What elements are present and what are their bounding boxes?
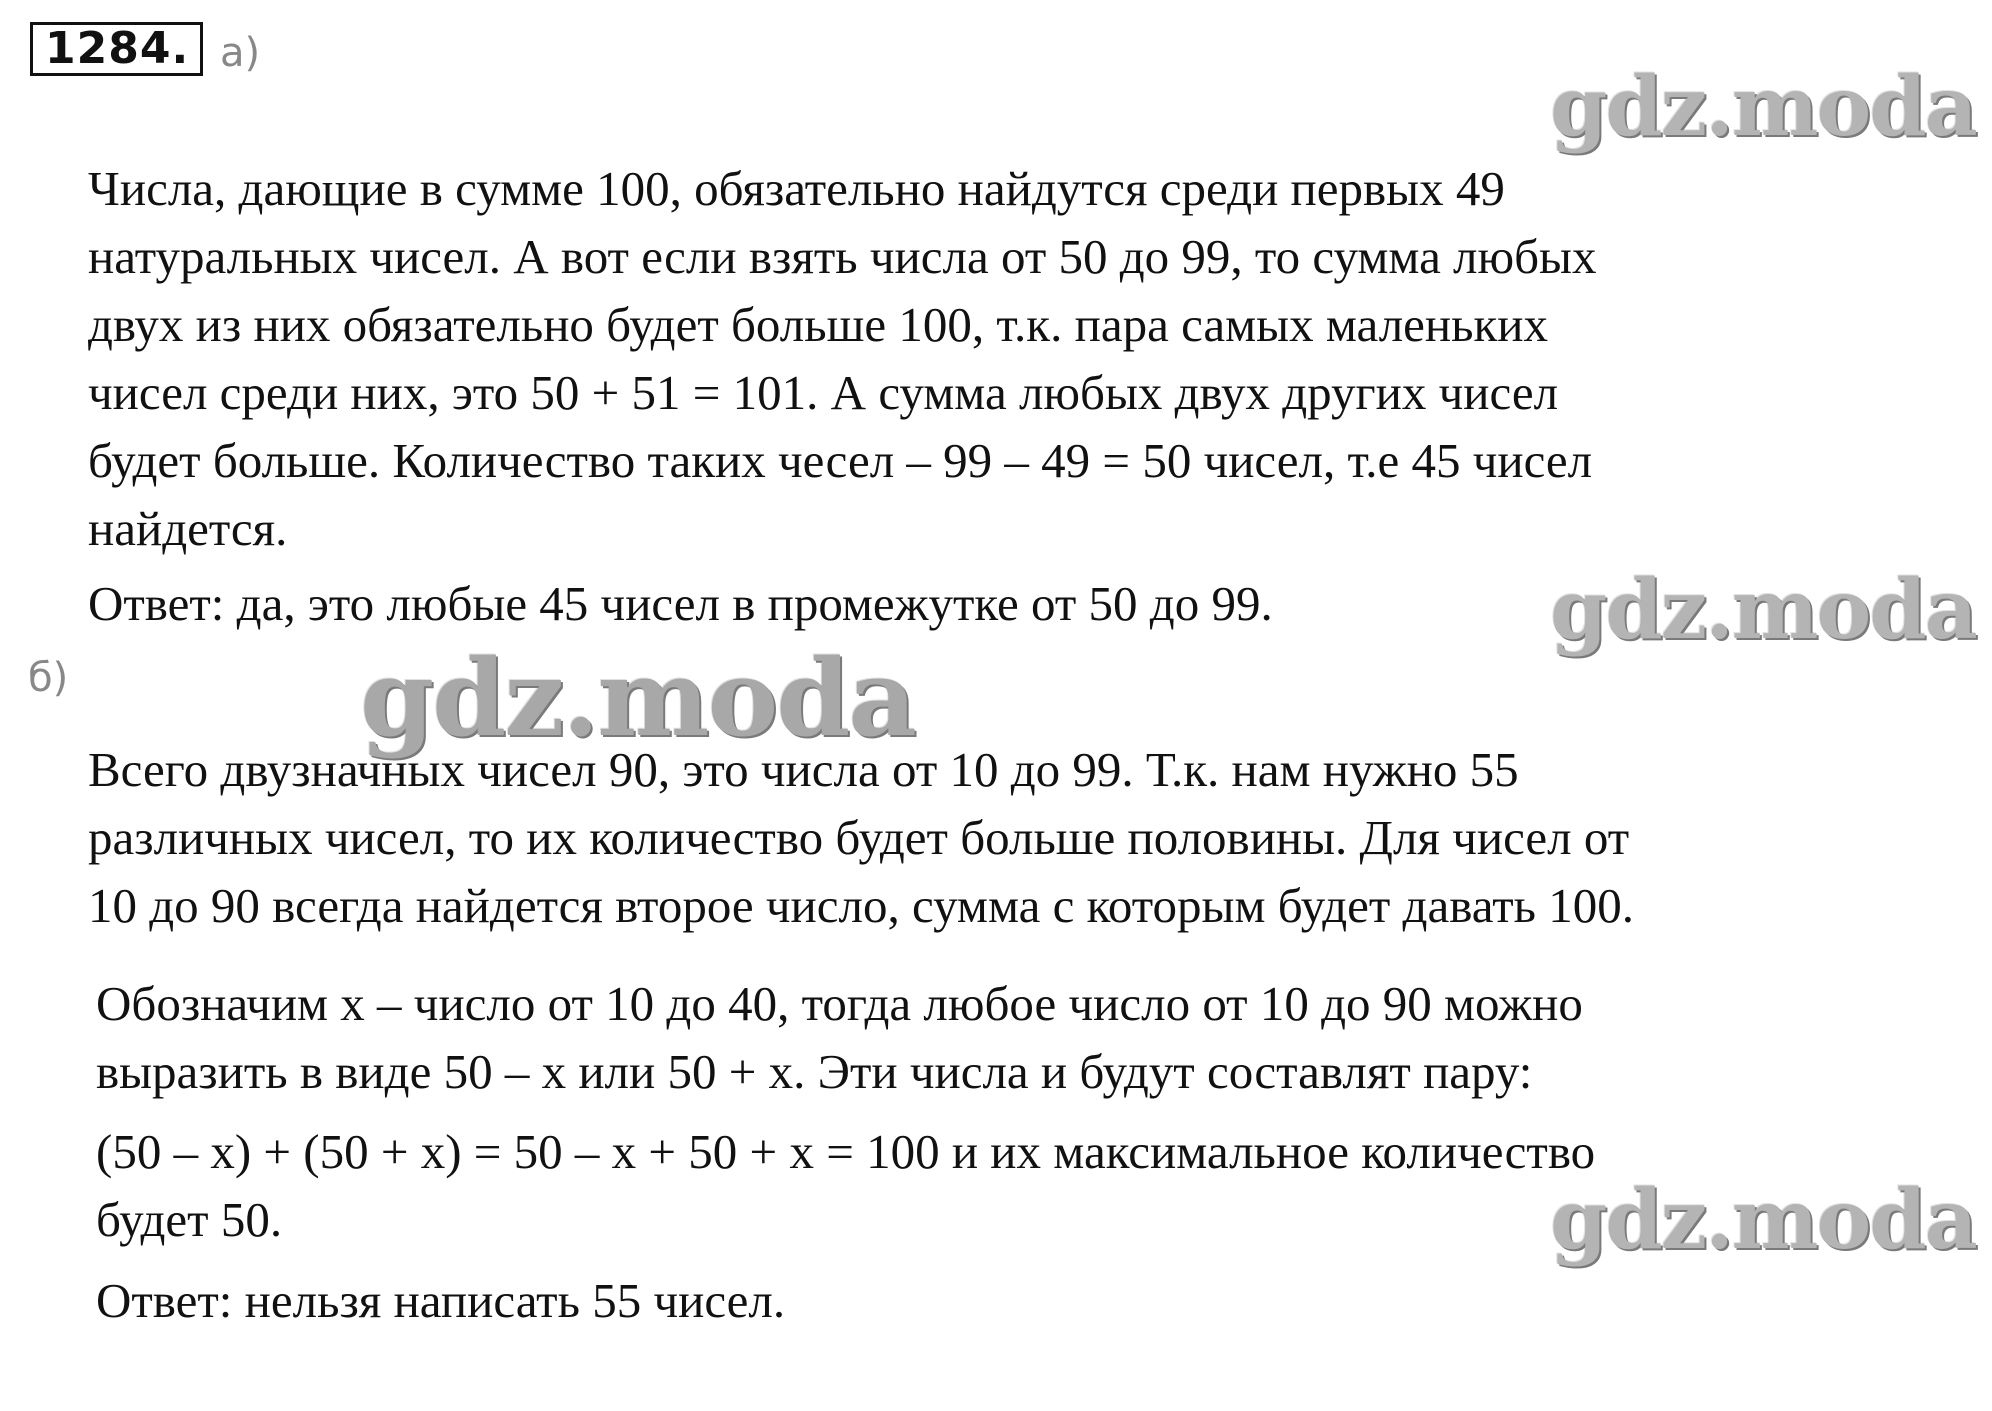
watermark-logo: gdz.moda xyxy=(1550,562,1976,658)
text-line: выразить в виде 50 – x или 50 + x. Эти числа и будут составлят пару: xyxy=(96,1044,1533,1099)
watermark-logo: gdz.moda xyxy=(1550,59,1976,155)
watermark-logo: gdz.moda xyxy=(360,635,915,760)
part-a-solution xyxy=(88,155,1596,563)
text-line: двух из них обязательно будет больше 100, т.к. пара самых маленьких xyxy=(88,297,1548,352)
text-line: чисел среди них, это 50 + 51 = 101. А сумма любых двух других чисел xyxy=(88,365,1559,420)
text-line: будет 50. xyxy=(96,1192,283,1247)
watermark-logo: gdz.moda xyxy=(1550,1172,1976,1268)
text-line: натуральных чисел. А вот если взять числа от 50 до 99, то сумма любых xyxy=(88,229,1597,284)
part-b-label: б) xyxy=(28,655,69,701)
part-b-paragraph-3 xyxy=(96,1118,1595,1254)
part-a-answer: Ответ: да, это любые 45 чисел в промежутке от 50 до 99. xyxy=(88,576,1273,631)
part-b-paragraph-1 xyxy=(88,736,1634,940)
text-line: различных чисел, то их количество будет больше половины. Для чисел от xyxy=(88,810,1630,865)
text-line: Числа, дающие в сумме 100, обязательно найдутся среди первых 49 xyxy=(88,161,1505,216)
part-a-label: а) xyxy=(220,30,261,76)
text-line: (50 – x) + (50 + x) = 50 – x + 50 + x = 100 и их максимальное количество xyxy=(96,1124,1596,1179)
text-line: будет больше. Количество таких чесел – 99 – 49 = 50 чисел, т.е 45 чисел xyxy=(88,433,1593,488)
part-b-paragraph-2 xyxy=(96,970,1583,1106)
text-line: Всего двузначных чисел 90, это числа от 10 до 99. Т.к. нам нужно 55 xyxy=(88,742,1519,797)
problem-number: 1284. xyxy=(30,22,203,76)
text-line: найдется. xyxy=(88,501,288,556)
text-line: 10 до 90 всегда найдется второе число, сумма с которым будет давать 100. xyxy=(88,878,1634,933)
text-line: Обозначим x – число от 10 до 40, тогда любое число от 10 до 90 можно xyxy=(96,976,1583,1031)
part-b-answer: Ответ: нельзя написать 55 чисел. xyxy=(96,1273,786,1328)
